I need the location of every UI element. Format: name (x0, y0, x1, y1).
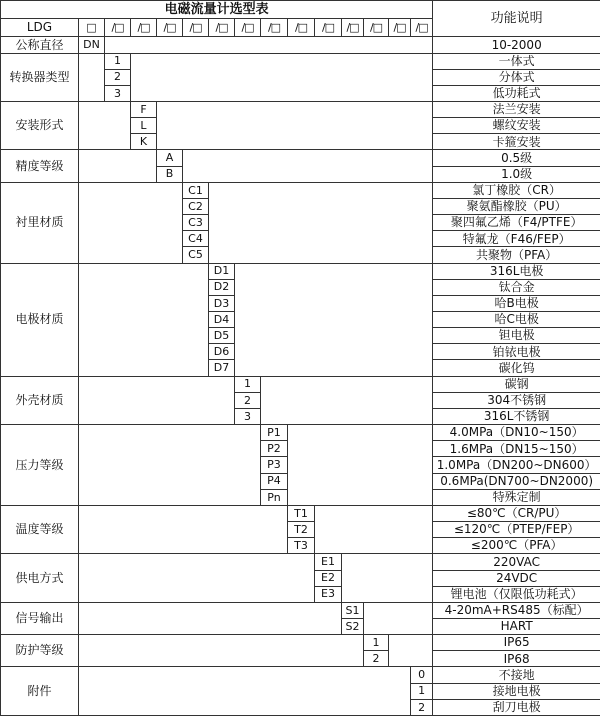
option-desc-cell: 不接地 (433, 667, 600, 683)
option-desc-cell: 钛合金 (433, 279, 600, 295)
option-desc-cell: ≤200℃（PFA） (433, 538, 600, 554)
category-label: 压力等级 (1, 425, 79, 506)
filler-cell (131, 53, 433, 101)
category-label: 衬里材质 (1, 182, 79, 263)
option-code-cell: E2 (315, 570, 342, 586)
option-code-cell: 2 (364, 651, 389, 667)
option-code-cell: S1 (342, 602, 364, 618)
option-code-cell: D4 (209, 312, 235, 328)
option-desc-cell: 4.0MPa（DN10~150） (433, 425, 600, 441)
filler-cell (79, 182, 183, 263)
model-slot-cell: /□ (157, 19, 183, 37)
model-first-box-cell: □ (79, 19, 105, 37)
filler-cell (79, 505, 288, 553)
filler-cell (105, 37, 433, 53)
model-slot-cell: /□ (131, 19, 157, 37)
option-desc-cell: 316L电极 (433, 263, 600, 279)
model-slot-cell: /□ (235, 19, 261, 37)
option-desc-cell: 220VAC (433, 554, 600, 570)
filler-cell (364, 602, 433, 634)
filler-cell (79, 554, 315, 602)
category-label: 电极材质 (1, 263, 79, 376)
option-desc-cell: 哈C电极 (433, 312, 600, 328)
option-code-cell: B (157, 166, 183, 182)
filler-cell (209, 182, 433, 263)
option-desc-cell: 法兰安装 (433, 101, 600, 117)
category-label: 防护等级 (1, 635, 79, 667)
option-code-cell: 3 (105, 85, 131, 101)
option-desc-cell: 10-2000 (433, 37, 600, 53)
option-code-cell: P4 (261, 473, 288, 489)
filler-cell (79, 263, 209, 376)
model-slot-cell: /□ (105, 19, 131, 37)
option-desc-cell: 哈B电极 (433, 295, 600, 311)
option-code-cell: F (131, 101, 157, 117)
option-code-cell: C5 (183, 247, 209, 263)
option-desc-cell: HART (433, 618, 600, 634)
category-label: 供电方式 (1, 554, 79, 602)
option-code-cell: E1 (315, 554, 342, 570)
option-desc-cell: IP65 (433, 635, 600, 651)
category-label: 安装形式 (1, 101, 79, 149)
option-code-cell: E3 (315, 586, 342, 602)
model-slot-cell: /□ (261, 19, 288, 37)
model-slot-cell: /□ (209, 19, 235, 37)
category-label: 附件 (1, 667, 79, 716)
option-code-cell: L (131, 118, 157, 134)
option-code-cell: DN (79, 37, 105, 53)
option-code-cell: 3 (235, 408, 261, 424)
option-desc-cell: 钽电极 (433, 328, 600, 344)
option-code-cell: 1 (364, 635, 389, 651)
option-code-cell: D7 (209, 360, 235, 376)
table-title: 电磁流量计选型表 (1, 1, 433, 19)
model-code-cell: LDG (1, 19, 79, 37)
option-code-cell: P1 (261, 425, 288, 441)
option-code-cell: A (157, 150, 183, 166)
option-code-cell: D3 (209, 295, 235, 311)
option-code-cell: 1 (411, 683, 433, 699)
option-code-cell: 1 (105, 53, 131, 69)
option-desc-cell: 一体式 (433, 53, 600, 69)
option-code-cell: K (131, 134, 157, 150)
filler-cell (79, 425, 261, 506)
model-slot-cell: /□ (364, 19, 389, 37)
category-label: 转换器类型 (1, 53, 79, 101)
option-code-cell: T1 (288, 505, 315, 521)
filler-cell (261, 376, 433, 424)
option-code-cell: 2 (235, 392, 261, 408)
option-desc-cell: 锂电池（仅限低功耗式） (433, 586, 600, 602)
option-code-cell: 0 (411, 667, 433, 683)
option-code-cell: C4 (183, 231, 209, 247)
option-desc-cell: 分体式 (433, 69, 600, 85)
option-code-cell: Pn (261, 489, 288, 505)
option-code-cell: D6 (209, 344, 235, 360)
option-desc-cell: 特殊定制 (433, 489, 600, 505)
option-code-cell: C2 (183, 198, 209, 214)
option-desc-cell: 0.6MPa(DN700~DN2000) (433, 473, 600, 489)
option-code-cell: D1 (209, 263, 235, 279)
model-slot-cell: /□ (288, 19, 315, 37)
option-desc-cell: ≤120℃（PTEP/FEP） (433, 522, 600, 538)
filler-cell (288, 425, 433, 506)
category-label: 温度等级 (1, 505, 79, 553)
filler-cell (79, 101, 131, 149)
option-desc-cell: 聚氨酯橡胶（PU） (433, 198, 600, 214)
option-desc-cell: 0.5级 (433, 150, 600, 166)
option-desc-cell: 氯丁橡胶（CR） (433, 182, 600, 198)
filler-cell (79, 376, 235, 424)
function-column-header: 功能说明 (433, 1, 600, 37)
filler-cell (315, 505, 433, 553)
filler-cell (79, 602, 342, 634)
category-label: 信号输出 (1, 602, 79, 634)
option-desc-cell: 1.0级 (433, 166, 600, 182)
option-desc-cell: 铂铱电极 (433, 344, 600, 360)
option-code-cell: D2 (209, 279, 235, 295)
option-desc-cell: 卡箍安装 (433, 134, 600, 150)
option-desc-cell: 304不锈钢 (433, 392, 600, 408)
option-code-cell: T2 (288, 522, 315, 538)
filler-cell (183, 150, 433, 182)
option-desc-cell: 接地电极 (433, 683, 600, 699)
option-desc-cell: 24VDC (433, 570, 600, 586)
filler-cell (342, 554, 433, 602)
option-code-cell: D5 (209, 328, 235, 344)
option-code-cell: C3 (183, 215, 209, 231)
option-code-cell: 2 (411, 699, 433, 715)
filler-cell (79, 53, 105, 101)
filler-cell (157, 101, 433, 149)
option-desc-cell: 刮刀电极 (433, 699, 600, 715)
option-code-cell: 1 (235, 376, 261, 392)
option-desc-cell: ≤80℃（CR/PU） (433, 505, 600, 521)
option-desc-cell: 1.6MPa（DN15~150） (433, 441, 600, 457)
option-code-cell: P3 (261, 457, 288, 473)
category-label: 外壳材质 (1, 376, 79, 424)
option-desc-cell: 1.0MPa（DN200~DN600） (433, 457, 600, 473)
option-desc-cell: 聚四氟乙烯（F4/PTFE） (433, 215, 600, 231)
category-label: 公称直径 (1, 37, 79, 53)
option-desc-cell: 316L不锈钢 (433, 408, 600, 424)
option-desc-cell: 螺纹安装 (433, 118, 600, 134)
option-code-cell: T3 (288, 538, 315, 554)
option-desc-cell: 低功耗式 (433, 85, 600, 101)
option-code-cell: S2 (342, 618, 364, 634)
filler-cell (235, 263, 433, 376)
selection-table-body (1, 1, 600, 716)
option-code-cell: P2 (261, 441, 288, 457)
model-slot-cell: /□ (389, 19, 411, 37)
model-slot-cell: /□ (342, 19, 364, 37)
option-desc-cell: 特氟龙（F46/FEP） (433, 231, 600, 247)
model-slot-cell: /□ (315, 19, 342, 37)
option-code-cell: C1 (183, 182, 209, 198)
filler-cell (389, 635, 433, 667)
option-desc-cell: 碳化钨 (433, 360, 600, 376)
filler-cell (79, 667, 411, 716)
option-desc-cell: 碳钢 (433, 376, 600, 392)
option-desc-cell: 共聚物（PFA） (433, 247, 600, 263)
category-label: 精度等级 (1, 150, 79, 182)
filler-cell (79, 635, 364, 667)
option-desc-cell: 4-20mA+RS485（标配） (433, 602, 600, 618)
filler-cell (79, 150, 157, 182)
model-slot-cell: /□ (183, 19, 209, 37)
option-code-cell: 2 (105, 69, 131, 85)
model-slot-cell: /□ (411, 19, 433, 37)
option-desc-cell: IP68 (433, 651, 600, 667)
